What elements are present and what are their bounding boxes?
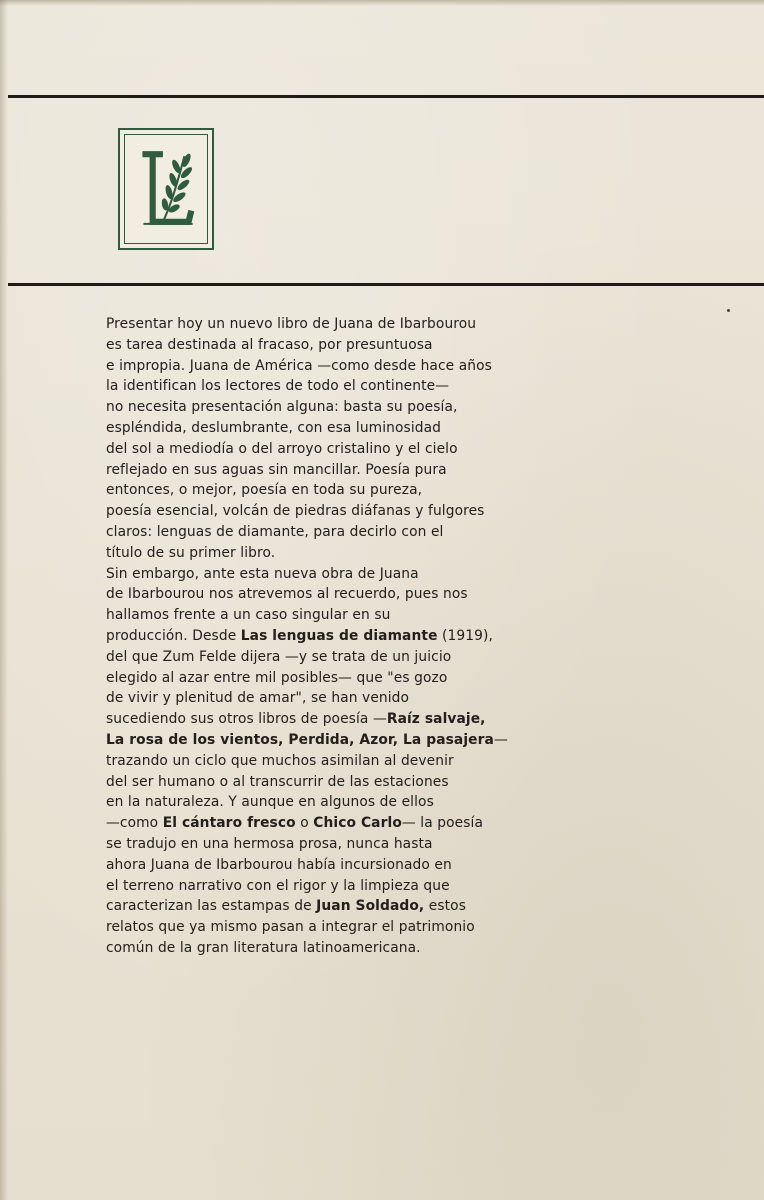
blurb-text: reflejado en sus aguas sin mancillar. Poesía pura [106,461,447,478]
blurb-text: producción. Desde [106,627,241,644]
blurb-line [106,460,592,481]
blurb-text: claros: lenguas de diamante, para decirlo con el [106,523,444,540]
blurb-text: — [493,731,508,748]
publisher-logo [118,128,214,250]
blurb-line [106,397,592,418]
laurel-L-monogram-icon [124,134,208,244]
paper-speck [727,309,730,312]
blurb-text: no necesita presentación alguna: basta su poesía, [106,399,458,416]
blurb-line [106,584,592,605]
blurb-line [106,335,592,356]
blurb-text: del que Zum Felde dijera —y se trata de un juicio [106,648,452,665]
blurb-text: se tradujo en una hermosa prosa, nunca hasta [106,835,433,852]
blurb-line [106,917,592,938]
blurb-text: hallamos frente a un caso singular en su [106,607,391,624]
blurb-text: Sin embargo, ante esta nueva obra de Juana [106,565,419,582]
cover-top-edge [0,0,764,6]
blurb-line [106,605,592,626]
book-title-text: Las lenguas de diamante [240,627,438,644]
blurb-text: o [295,815,314,832]
blurb-line [106,792,592,813]
blurb-text: caracterizan las estampas de [106,898,317,915]
blurb-line [106,480,592,501]
blurb-line [106,834,592,855]
blurb-line [106,522,592,543]
blurb-text: la identifican los lectores de todo el continente— [106,378,450,395]
blurb-line [106,876,592,897]
blurb-text: ahora Juana de Ibarbourou había incursionado en [106,856,452,873]
blurb-text: de vivir y plenitud de amar", se han venido [106,690,410,707]
blurb-text: — la poesía [401,815,484,832]
blurb-line [106,896,592,917]
blurb-text: del ser humano o al transcurrir de las estaciones [106,773,449,790]
blurb-line [106,376,592,397]
blurb-text: el terreno narrativo con el rigor y la limpieza que [106,877,450,894]
back-cover-blurb [106,314,592,959]
blurb-text: estos [424,898,466,915]
blurb-line [106,688,592,709]
top-rule [8,95,764,98]
blurb-line [106,938,592,959]
blurb-line [106,626,592,647]
blurb-text: e impropia. Juana de América —como desde hace años [106,357,492,374]
blurb-text: —como [106,815,163,832]
blurb-text: en la naturaleza. Y aunque en algunos de ellos [106,794,434,811]
book-title-text: Juan Soldado, [316,898,425,915]
book-title-text: Raíz salvaje, [386,711,486,728]
blurb-line [106,730,592,751]
blurb-text: de Ibarbourou nos atrevemos al recuerdo, pues nos [106,586,468,603]
book-title-text: La rosa de los vientos, Perdida, Azor, La pasajera [106,731,494,748]
blurb-text: relatos que ya mismo pasan a integrar el patrimonio [106,919,475,936]
blurb-line [106,668,592,689]
blurb-line [106,647,592,668]
blurb-text: (1919), [437,627,493,644]
blurb-text: es tarea destinada al fracaso, por presuntuosa [106,336,433,353]
blurb-line [106,439,592,460]
blurb-text: entonces, o mejor, poesía en toda su pureza, [106,482,423,499]
blurb-text: del sol a mediodía o del arroyo cristalino y el cielo [106,440,458,457]
blurb-text: poesía esencial, volcán de piedras diáfanas y fulgores [106,503,485,520]
blurb-line [106,751,592,772]
blurb-line [106,418,592,439]
blurb-line [106,356,592,377]
blurb-text: espléndida, deslumbrante, con esa luminosidad [106,419,442,436]
blurb-line [106,813,592,834]
blurb-line [106,772,592,793]
blurb-line [106,543,592,564]
blurb-text: elegido al azar entre mil posibles— que "es gozo [106,669,448,686]
book-title-text: El cántaro fresco [162,815,296,832]
blurb-line [106,855,592,876]
blurb-text: título de su primer libro. [106,544,276,561]
blurb-text: trazando un ciclo que muchos asimilan al devenir [106,752,454,769]
bottom-rule [8,283,764,286]
book-title-text: Chico Carlo [313,815,402,832]
blurb-text: Presentar hoy un nuevo libro de Juana de Ibarbourou [106,316,477,332]
cover-left-edge [0,0,8,1200]
blurb-line [106,314,592,335]
blurb-line [106,564,592,585]
blurb-line [106,709,592,730]
blurb-line [106,501,592,522]
blurb-text: sucediendo sus otros libros de poesía — [106,711,387,728]
blurb-text: común de la gran literatura latinoamericana. [106,939,421,956]
